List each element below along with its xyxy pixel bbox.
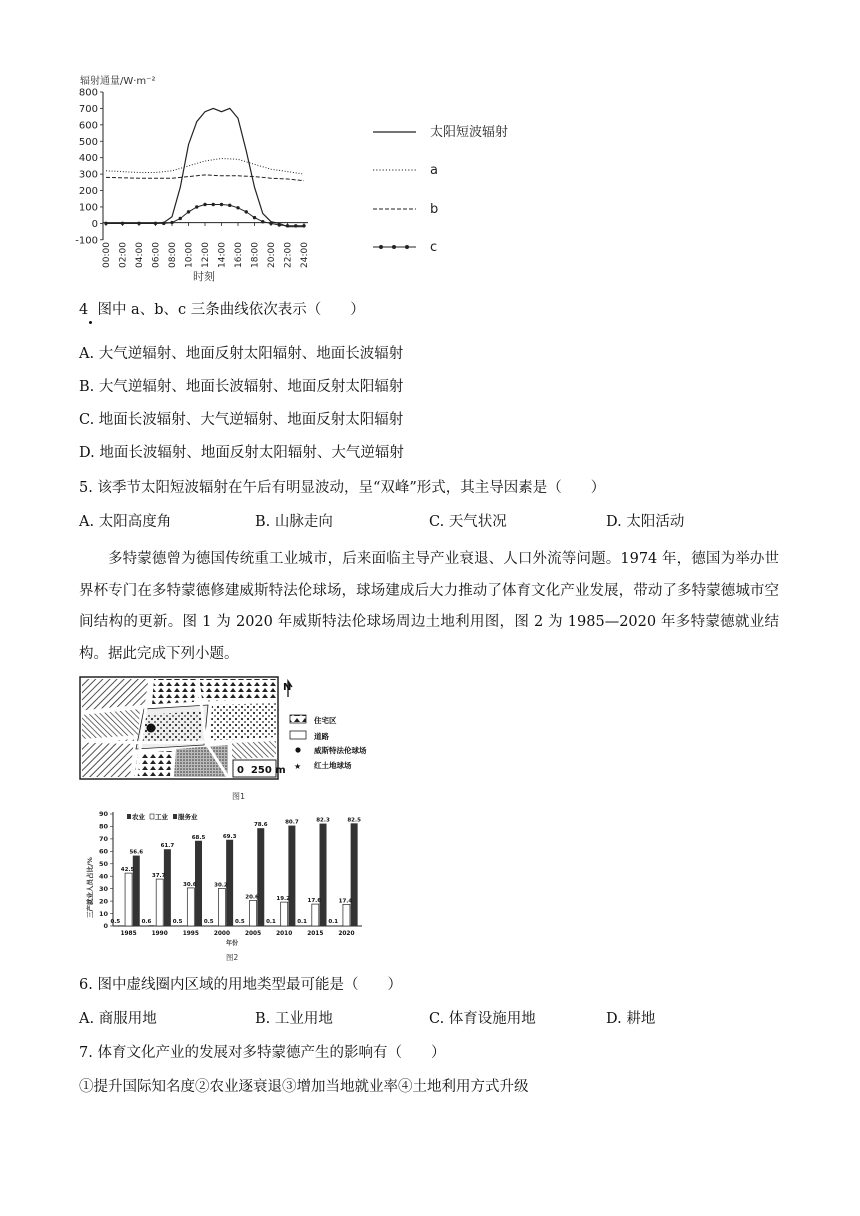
map-block (174, 745, 228, 777)
label-services: 56.6 (129, 849, 144, 856)
bar-industry (125, 873, 132, 926)
x-tick-label: 04:00 (135, 242, 145, 268)
label-services: 82.5 (347, 817, 361, 824)
y-tick-label: 0 (91, 218, 98, 230)
map-scale: 0 250 m (237, 765, 286, 776)
label-services: 82.3 (316, 817, 330, 824)
legend-agri-swatch (127, 814, 131, 819)
label-industry: 30.6 (183, 881, 197, 888)
legend-serv-label: 服务业 (178, 813, 198, 821)
bar-agriculture (148, 925, 154, 926)
label-services: 61.7 (160, 843, 175, 850)
bar-industry (281, 902, 288, 926)
label-industry: 20.6 (245, 894, 259, 901)
label-industry: 17.6 (307, 898, 322, 905)
bar-services (288, 826, 295, 926)
radiation-y-ticks (75, 88, 103, 247)
bar-agriculture (180, 925, 186, 926)
legend-serv-swatch (173, 814, 177, 819)
land-use-map (78, 675, 408, 803)
label-industry: 42.5 (120, 867, 135, 874)
bar-agriculture (242, 925, 248, 926)
x-tick-label: 02:00 (118, 242, 129, 268)
label-agriculture: 0.1 (297, 919, 307, 925)
radiation-xlabel: 时刻 (193, 270, 215, 283)
y-tick-label: 30 (98, 884, 108, 893)
series-c-point (179, 217, 182, 220)
radiation-x-ticks (102, 223, 310, 268)
x-tick-label: 14:00 (217, 242, 228, 268)
q5-option-b: B. 山脉走向 (255, 514, 333, 530)
q4-option-c: C. 地面长波辐射、大气逆辐射、地面反射太阳辐射 (79, 412, 404, 428)
legend-ind-label: 工业 (155, 813, 168, 821)
series-c-point (195, 205, 198, 208)
q4-stem-text: 图中 a、b、c 三条曲线依次表示（ ） (97, 302, 365, 318)
stadium-marker (147, 724, 156, 733)
label-agriculture: 0.5 (203, 919, 214, 925)
series-c-point (245, 210, 248, 213)
bar-services (320, 824, 327, 926)
fig2-caption: 图2 (226, 953, 239, 962)
series-c-point (302, 224, 305, 227)
bar-industry (187, 888, 194, 926)
series-c-point (137, 222, 140, 225)
q4-stem (79, 300, 365, 320)
x-tick-label: 2010 (276, 931, 293, 937)
y-tick-label: 40 (98, 872, 108, 881)
y-tick-label: 80 (98, 822, 108, 831)
y-tick-label: 20 (98, 897, 108, 906)
q4-option-a: A. 大气逆辐射、地面反射太阳辐射、地面长波辐射 (79, 346, 404, 362)
employment-ylabel: 三产就业人员占比/% (86, 857, 94, 918)
q5-option-c: C. 天气状况 (429, 514, 507, 530)
q7-stem: 7. 体育文化产业的发展对多特蒙德产生的影响有（ ） (79, 1045, 446, 1061)
x-tick-label: 00:00 (102, 242, 112, 268)
north-label: N (283, 682, 292, 693)
legend-residential-label: 住宅区 (314, 716, 337, 725)
x-tick-label: 1985 (120, 931, 137, 937)
legend-stadium-label: 威斯特法伦球场 (314, 746, 367, 755)
legend-label-a: a (430, 163, 438, 178)
x-tick-label: 10:00 (184, 242, 195, 268)
q4-option-b: B. 大气逆辐射、地面长波辐射、地面反射太阳辐射 (79, 379, 404, 395)
series-line-shortwave (106, 108, 304, 226)
label-services: 80.7 (285, 819, 299, 826)
legend-label-shortwave: 太阳短波辐射 (430, 125, 509, 140)
q5-option-d: D. 太阳活动 (606, 514, 685, 530)
x-tick-label: 20:00 (267, 242, 277, 268)
x-tick-label: 08:00 (168, 242, 178, 268)
legend-agri-label: 农业 (132, 813, 145, 821)
legend-clay-court-label: 红土地球场 (314, 761, 352, 770)
label-industry: 17.4 (338, 898, 353, 905)
x-tick-label: 2000 (213, 931, 231, 937)
employment-y-ticks (99, 810, 113, 930)
y-tick-label: 90 (98, 810, 108, 819)
y-tick-label: 10 (98, 909, 108, 918)
q4-number: 4 (79, 302, 89, 318)
y-tick-label: 0 (103, 922, 108, 931)
radiation-ylabel: 辐射通量/W·m⁻² (80, 76, 156, 87)
series-c-point (187, 210, 190, 213)
employment-bars (110, 817, 361, 937)
x-tick-label: 2005 (244, 931, 262, 937)
employment-xlabel: 年份 (226, 940, 239, 947)
y-tick-label: 300 (78, 169, 98, 181)
q7-items: ①提升国际知名度②农业逐衰退③增加当地就业率④土地利用方式升级 (79, 1079, 529, 1095)
x-tick-label: 16:00 (234, 242, 244, 268)
y-tick-label: 70 (98, 835, 108, 844)
radiation-legend (373, 124, 508, 255)
label-agriculture: 0.5 (172, 919, 183, 925)
radiation-chart (70, 68, 520, 288)
x-tick-label: 06:00 (151, 242, 162, 268)
y-tick-label: 500 (78, 136, 98, 148)
q6-stem: 6. 图中虚线圈内区域的用地类型最可能是（ ） (79, 977, 402, 993)
bar-industry (218, 888, 225, 926)
legend-ind-swatch (150, 814, 154, 819)
y-tick-label: 100 (78, 202, 98, 214)
q5-option-a: A. 太阳高度角 (79, 514, 172, 530)
legend-stadium-icon (295, 747, 300, 752)
label-services: 78.6 (253, 822, 268, 829)
x-tick-label: 12:00 (201, 242, 211, 268)
series-line-a (106, 159, 304, 175)
series-c-point (154, 222, 157, 225)
bar-industry (343, 904, 350, 926)
legend-road-label: 道路 (314, 732, 329, 741)
legend-label-b: b (430, 202, 439, 217)
bar-services (351, 823, 358, 926)
label-industry: 37.7 (151, 873, 166, 880)
bar-services (257, 828, 264, 926)
q6-option-b: B. 工业用地 (255, 1011, 333, 1027)
bar-agriculture (117, 925, 123, 926)
series-c-point (286, 224, 289, 227)
series-c-point (236, 206, 239, 209)
series-c-point (212, 203, 215, 206)
y-tick-label: 400 (78, 153, 98, 165)
legend-marker (405, 245, 409, 249)
x-tick-label: 24:00 (300, 242, 310, 268)
fig1-caption: 图1 (232, 792, 246, 801)
q6-option-c: C. 体育设施用地 (429, 1011, 536, 1027)
employment-legend (127, 812, 198, 821)
q4-dot (89, 321, 92, 324)
bar-services (164, 849, 171, 926)
map-block (198, 679, 276, 703)
series-c-point (162, 222, 165, 225)
label-agriculture: 0.5 (110, 919, 121, 925)
series-c-point (220, 203, 223, 206)
label-agriculture: 0.1 (266, 919, 276, 925)
y-tick-label: 700 (78, 103, 98, 115)
legend-marker (379, 245, 383, 249)
bar-industry (312, 904, 319, 926)
x-tick-label: 1990 (151, 931, 168, 937)
series-c-point (278, 223, 281, 226)
series-c-point (121, 222, 124, 225)
q4-option-d: D. 地面长波辐射、地面反射太阳辐射、大气逆辐射 (79, 445, 404, 461)
legend-star-icon: ★ (294, 762, 302, 771)
radiation-series (104, 108, 305, 227)
label-agriculture: 0.6 (141, 919, 152, 925)
series-line-b (106, 175, 304, 181)
series-c-point (228, 204, 231, 207)
map-block (210, 703, 276, 741)
x-tick-label: 18:00 (250, 242, 261, 268)
legend-marker (392, 245, 396, 249)
x-tick-label: 2015 (307, 931, 324, 937)
x-tick-label: 1995 (182, 931, 199, 937)
employment-chart (80, 806, 370, 966)
label-industry: 30.2 (214, 882, 228, 889)
y-tick-label: -100 (75, 235, 98, 247)
q6-option-d: D. 耕地 (606, 1011, 656, 1027)
series-c-point (269, 222, 272, 225)
y-tick-label: 600 (78, 120, 98, 132)
map-block (152, 679, 196, 705)
y-tick-label: 800 (78, 87, 98, 99)
q6-option-a: A. 商服用地 (79, 1011, 157, 1027)
label-agriculture: 0.1 (328, 919, 339, 925)
series-c-point (253, 216, 256, 219)
map-block (232, 741, 276, 759)
legend-residential-swatch (290, 715, 306, 723)
label-services: 69.3 (222, 833, 237, 840)
label-services: 68.5 (191, 834, 206, 841)
series-c-point (261, 220, 264, 223)
map-legend (290, 715, 367, 771)
y-tick-label: 200 (78, 186, 98, 198)
series-c-point (104, 222, 107, 225)
q5-stem: 5. 该季节太阳短波辐射在午后有明显波动，呈“双峰”形式，其主导因素是（ ） (79, 480, 606, 496)
series-c-point (170, 221, 173, 224)
series-c-point (203, 203, 206, 206)
x-tick-label: 22:00 (283, 242, 294, 268)
bar-industry (156, 879, 163, 926)
label-industry: 19.2 (276, 896, 290, 903)
label-agriculture: 0.5 (234, 919, 245, 925)
legend-road-swatch (290, 731, 306, 739)
reading-passage: 多特蒙德曾为德国传统重工业城市，后来面临主导产业衰退、人口外流等问题。1974 年，德国为举办世界杯专门在多特蒙德修建威斯特法伦球场，球场建成后大力推动了体育文化产业发展，带动了多特蒙德城市空间结构的更新。图 1 为 2020 年威斯特法伦球场周边土地利用图，图 2 为 1985—2020 年多特蒙德就业结构。据此完成下列小题。 (79, 551, 779, 662)
bar-industry (250, 900, 257, 926)
legend-label-c: c (430, 240, 438, 255)
x-tick-label: 2020 (338, 931, 355, 937)
y-tick-label: 60 (98, 847, 108, 856)
bar-agriculture (211, 925, 217, 926)
map-block (82, 739, 134, 777)
y-tick-label: 50 (98, 859, 108, 868)
series-c-point (294, 224, 297, 227)
